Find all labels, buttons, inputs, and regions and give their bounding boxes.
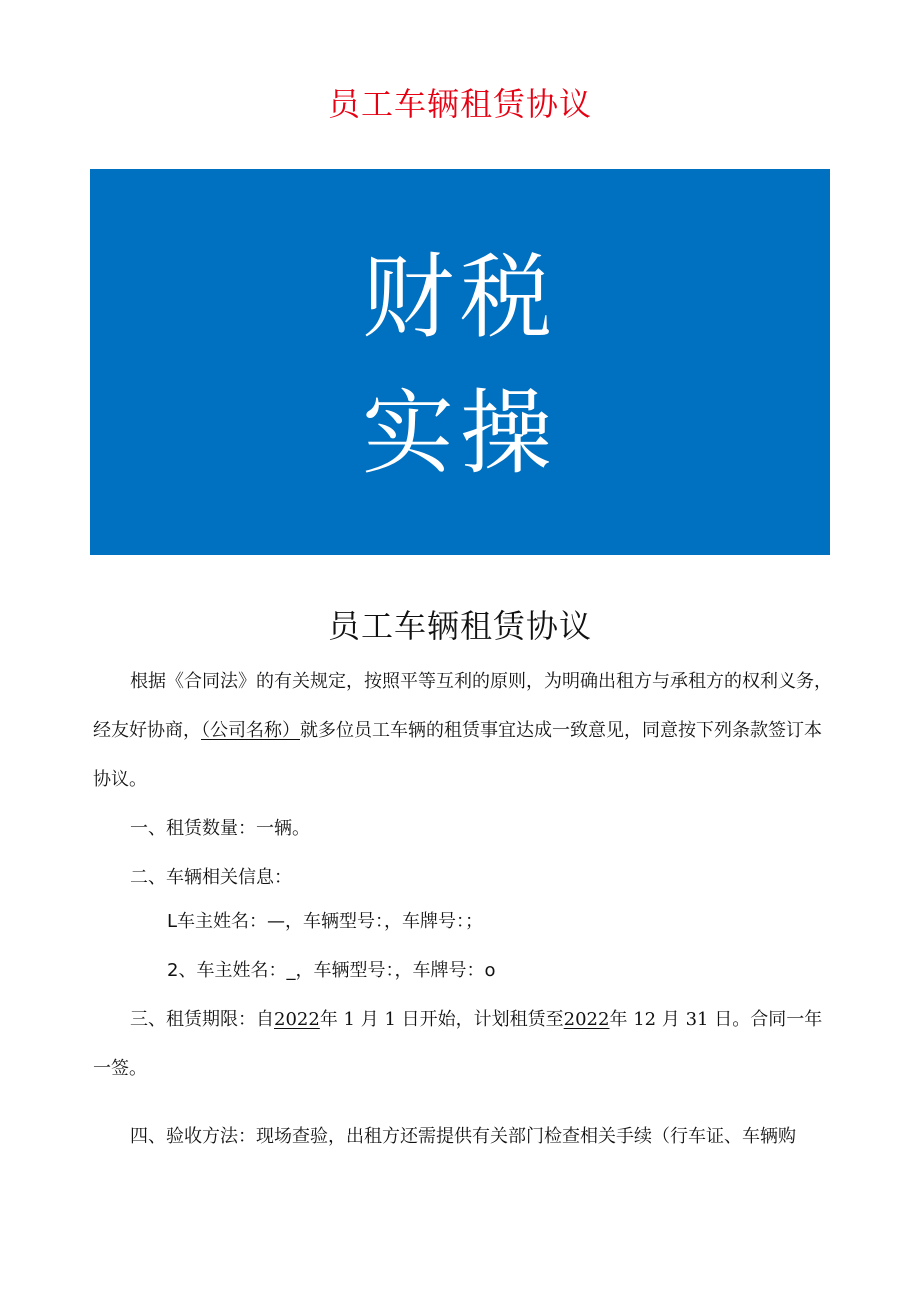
clause-3-line-2: 一签。 xyxy=(93,1058,147,1079)
intro-line-2-post: 就多位员工车辆的租赁事宜达成一致意见，同意按下列条款签订本 xyxy=(300,720,822,741)
month-label-2: 月 xyxy=(661,1009,680,1030)
document-title: 员工车辆租赁协议 xyxy=(327,607,592,645)
start-day: 1 xyxy=(384,1009,396,1030)
month-label-1: 月 xyxy=(360,1009,379,1030)
end-month: 12 xyxy=(633,1009,657,1030)
banner-line-2: 实操 xyxy=(361,380,558,487)
clause-3-line-1 xyxy=(130,1007,822,1033)
intro-line-3: 协议。 xyxy=(93,769,147,790)
vehicle-item-1: L车主姓名：—，车辆型号：，车牌号：； xyxy=(167,911,484,932)
year-label-2: 年 xyxy=(609,1009,628,1030)
clause-3-post: 日。合同一年 xyxy=(714,1009,823,1030)
clause-3-mid: 日开始，计划租赁至 xyxy=(401,1009,564,1030)
year-label-1: 年 xyxy=(319,1009,338,1030)
intro-line-1: 根据《合同法》的有关规定，按照平等互利的原则，为明确出租方与承租方的权利义务， xyxy=(130,671,832,692)
start-year: 2022 xyxy=(274,1009,320,1030)
end-year: 2022 xyxy=(563,1009,610,1030)
header-title: 员工车辆租赁协议 xyxy=(327,85,592,123)
banner xyxy=(90,169,830,555)
start-month: 1 xyxy=(343,1009,355,1030)
clause-1: 一、租赁数量：一辆。 xyxy=(130,818,310,839)
vehicle-item-2: 2、车主姓名：_，车辆型号：，车牌号：o xyxy=(167,960,496,981)
company-name-placeholder: （公司名称） xyxy=(201,720,300,741)
intro-line-2-pre: 经友好协商， xyxy=(93,720,201,741)
intro-line-2 xyxy=(93,718,822,744)
end-day: 31 xyxy=(685,1009,709,1030)
clause-4: 四、验收方法：现场查验，出租方还需提供有关部门检查相关手续（行车证、车辆购 xyxy=(130,1126,796,1147)
clause-3-pre: 三、租赁期限：自 xyxy=(130,1009,274,1030)
banner-line-1: 财税 xyxy=(361,244,558,351)
clause-2: 二、车辆相关信息： xyxy=(130,867,292,888)
